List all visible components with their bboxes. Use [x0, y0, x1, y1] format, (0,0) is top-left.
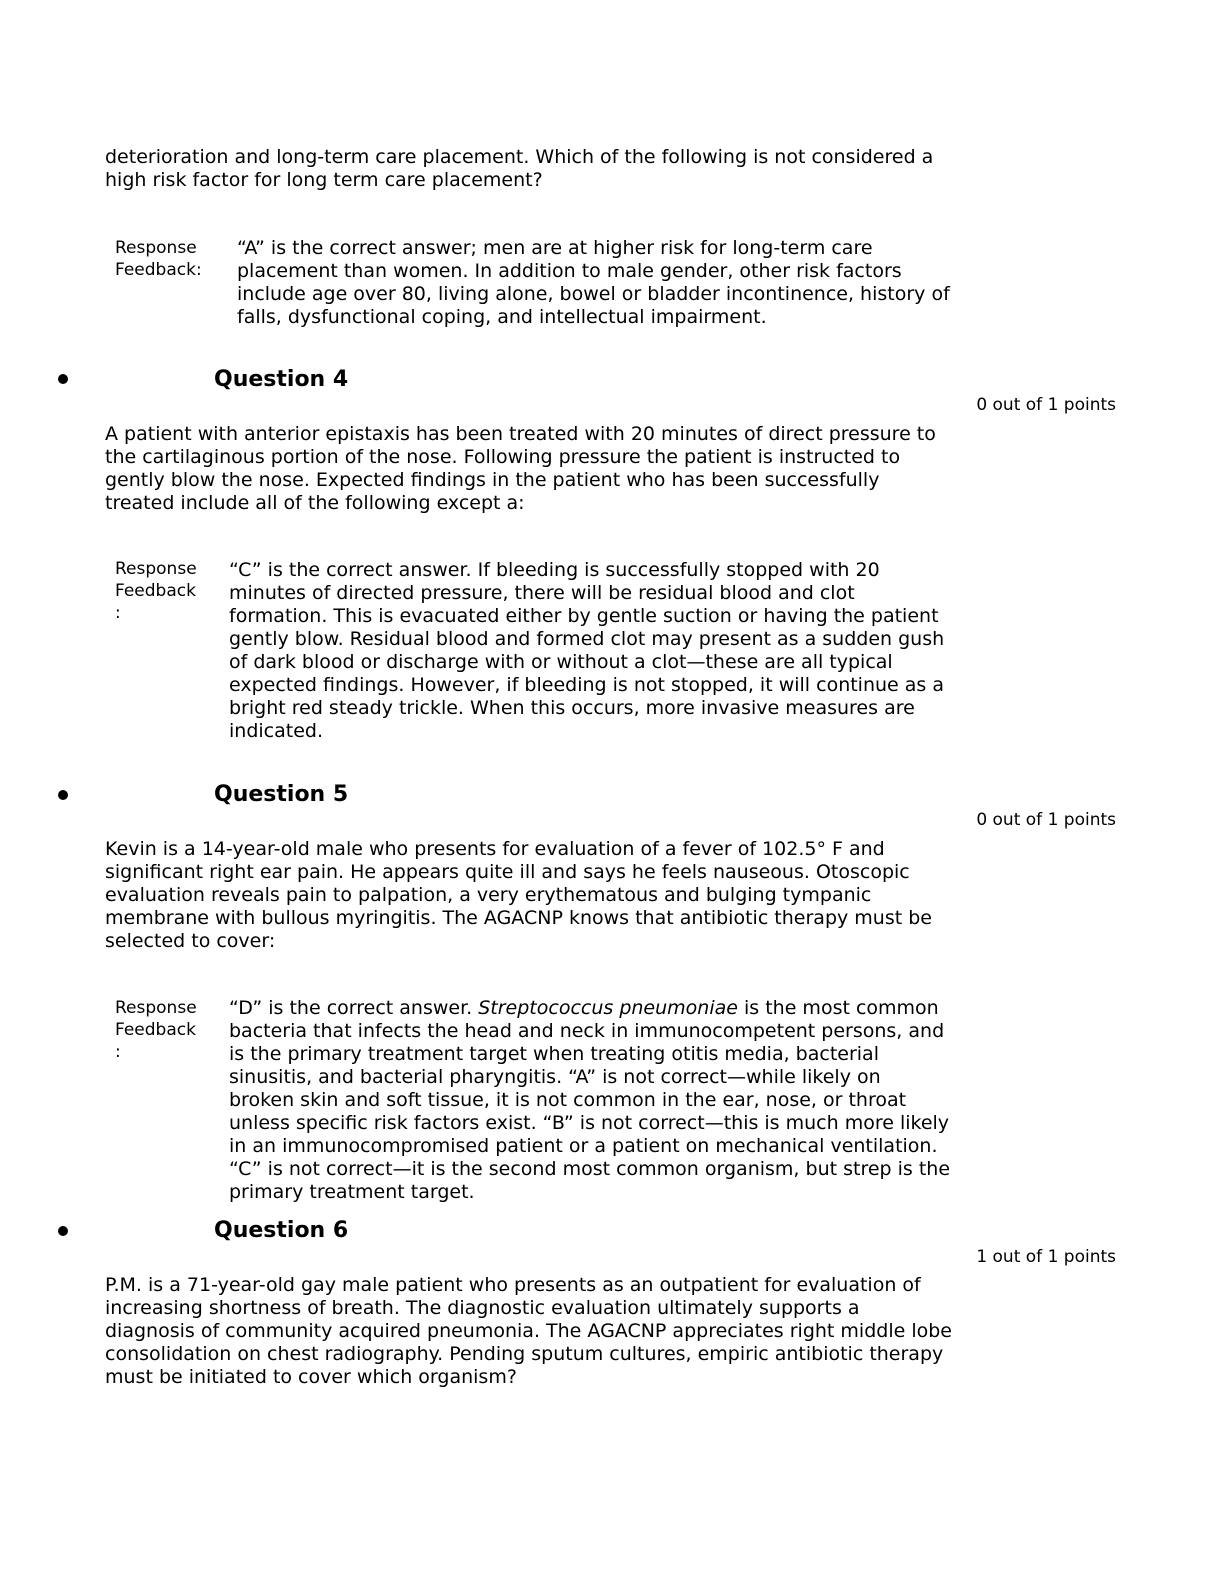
- points-score: 1 out of 1 points: [976, 1247, 1116, 1267]
- question-3-text-tail: deterioration and long-term care placement. Which of the following is not considered a high risk factor for long term care placement?: [105, 146, 934, 191]
- response-feedback-label: Response Feedback :: [115, 559, 197, 623]
- response-feedback-text: “A” is the correct answer; men are at higher risk for long-term care placement than women. In addition to male gender, other risk factors include age over 80, living alone, bowel or bladder incontinence, history of falls, dysfunctional coping, and intellectual impairment.: [237, 237, 950, 328]
- bullet-icon: [58, 374, 68, 384]
- organism-name: Streptococcus pneumoniae: [478, 997, 738, 1019]
- response-feedback-text: “C” is the correct answer. If bleeding is successfully stopped with 20 minutes of directed pressure, there will be residual blood and clot formation. This is evacuated either by gentle suction or having the patient gently blow. Residual blood and formed clot may present as a sudden gush of dark blood or discharge with or without a clot—these are all typical expected findings. However, if bleeding is not stopped, it will continue as a bright red steady trickle. When this occurs, more invasive measures are indicated.: [229, 559, 945, 742]
- question-title: Question 6: [214, 1218, 349, 1243]
- points-score: 0 out of 1 points: [976, 395, 1116, 415]
- feedback-rest: is the most common bacteria that infects the head and neck in immunocompetent persons, and is the primary treatment target when treating otitis media, bacterial sinusitis, and bacterial pharyngitis. “A” is not correct—while likely on broken skin and soft tissue, it is not common in the ear, nose, or throat unless specific risk factors exist. “B” is not correct—this is much more likely in an immunocompromised patient or a patient on mechanical ventilation. “C” is not correct—it is the second most common organism, but strep is the primary treatment target.: [229, 997, 951, 1203]
- bullet-icon: [58, 790, 68, 800]
- question-text: A patient with anterior epistaxis has been treated with 20 minutes of direct pressure to the cartilaginous portion of the nose. Following pressure the patient is instructed to gently blow the nose. Expected findings in the patient who has been successfully treated include all of the following except a:: [105, 423, 936, 514]
- response-feedback-label: Response Feedback:: [115, 238, 202, 280]
- bullet-icon: [58, 1226, 68, 1236]
- question-text: P.M. is a 71-year-old gay male patient who presents as an outpatient for evaluation of increasing shortness of breath. The diagnostic evaluation ultimately supports a diagnosis of community acquired pneumonia. The AGACNP appreciates right middle lobe consolidation on chest radiography. Pending sputum cultures, empiric antibiotic therapy must be initiated to cover which organism?: [105, 1274, 952, 1388]
- response-feedback-label: Response Feedback :: [115, 998, 197, 1062]
- points-score: 0 out of 1 points: [976, 810, 1116, 830]
- feedback-lead: “D” is the correct answer.: [229, 997, 479, 1019]
- question-text: Kevin is a 14-year-old male who presents for evaluation of a fever of 102.5° F and significant right ear pain. He appears quite ill and says he feels nauseous. Otoscopic evaluation reveals pain to palpation, a very erythematous and bulging tympanic membrane with bullous myringitis. The AGACNP knows that antibiotic therapy must be selected to cover:: [105, 838, 932, 952]
- response-feedback-text: [229, 997, 999, 1204]
- question-title: Question 4: [214, 367, 349, 392]
- question-title: Question 5: [214, 782, 349, 807]
